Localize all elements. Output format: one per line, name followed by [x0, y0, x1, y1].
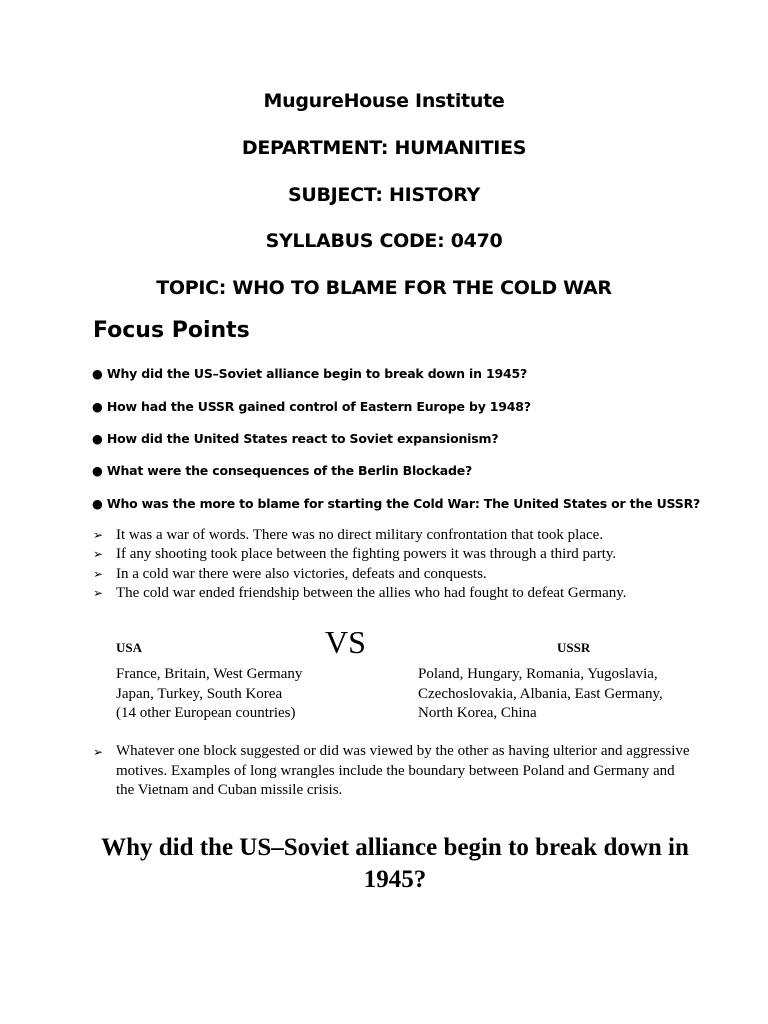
paragraph-text: Whatever one block suggested or did was viewed by the other as having ulterior and aggressive motives. Examples of long wrangles include the boundary between Poland and Germany and the Vietnam and Cuban missile crisis. [116, 743, 690, 798]
arrow-bullet-icon: ➢ [93, 528, 104, 542]
bullet-item [93, 566, 487, 583]
vs-label: VS [325, 624, 366, 660]
bullet-text: In a cold war there were also victories, defeats and conquests. [116, 566, 487, 582]
arrow-bullet-icon: ➢ [93, 567, 104, 581]
arrow-bullet-icon: ➢ [93, 586, 104, 600]
focus-point: ● How had the USSR gained control of Eastern Europe by 1948? [92, 399, 531, 414]
subject-title: SUBJECT: HISTORY [287, 184, 481, 206]
usa-allies [116, 665, 302, 724]
arrow-bullet-icon: ➢ [93, 745, 104, 759]
bullet-item [93, 585, 627, 602]
focus-point: ● Who was the more to blame for starting the Cold War: The United States or the USSR? [92, 496, 701, 511]
focus-point: ● How did the United States react to Soviet expansionism? [92, 431, 499, 446]
ussr-allies-line: Poland, Hungary, Romania, Yugoslavia, [418, 666, 658, 682]
ussr-heading: USSR [557, 640, 591, 655]
motives-paragraph [93, 742, 693, 801]
department-title: DEPARTMENT: HUMANITIES [241, 137, 527, 159]
usa-heading: USA [116, 640, 143, 655]
focus-points-heading: Focus Points [93, 318, 250, 343]
ussr-allies-line: North Korea, China [418, 705, 537, 721]
topic-title: TOPIC: WHO TO BLAME FOR THE COLD WAR [156, 277, 612, 299]
syllabus-code: SYLLABUS CODE: 0470 [265, 230, 503, 252]
ussr-allies [418, 665, 663, 724]
arrow-bullet-icon: ➢ [93, 547, 104, 561]
usa-allies-line: (14 other European countries) [116, 705, 296, 721]
section-heading: Why did the US–Soviet alliance begin to break down in 1945? [101, 834, 689, 893]
bullet-text: It was a war of words. There was no direct military confrontation that took place. [116, 527, 604, 543]
ussr-allies-line: Czechoslovakia, Albania, East Germany, [418, 685, 663, 702]
focus-point: ● What were the consequences of the Berlin Blockade? [92, 463, 473, 478]
institute-title: MugureHouse Institute [263, 90, 505, 112]
bullet-text: If any shooting took place between the fighting powers it was through a third party. [116, 546, 617, 562]
usa-allies-line: Japan, Turkey, South Korea [116, 685, 283, 702]
bullet-text: The cold war ended friendship between the allies who had fought to defeat Germany. [116, 585, 627, 601]
focus-point: ● Why did the US–Soviet alliance begin to break down in 1945? [92, 366, 527, 381]
bullet-item [93, 527, 603, 544]
bullet-item [93, 546, 616, 563]
usa-allies-line: France, Britain, West Germany [116, 666, 303, 682]
